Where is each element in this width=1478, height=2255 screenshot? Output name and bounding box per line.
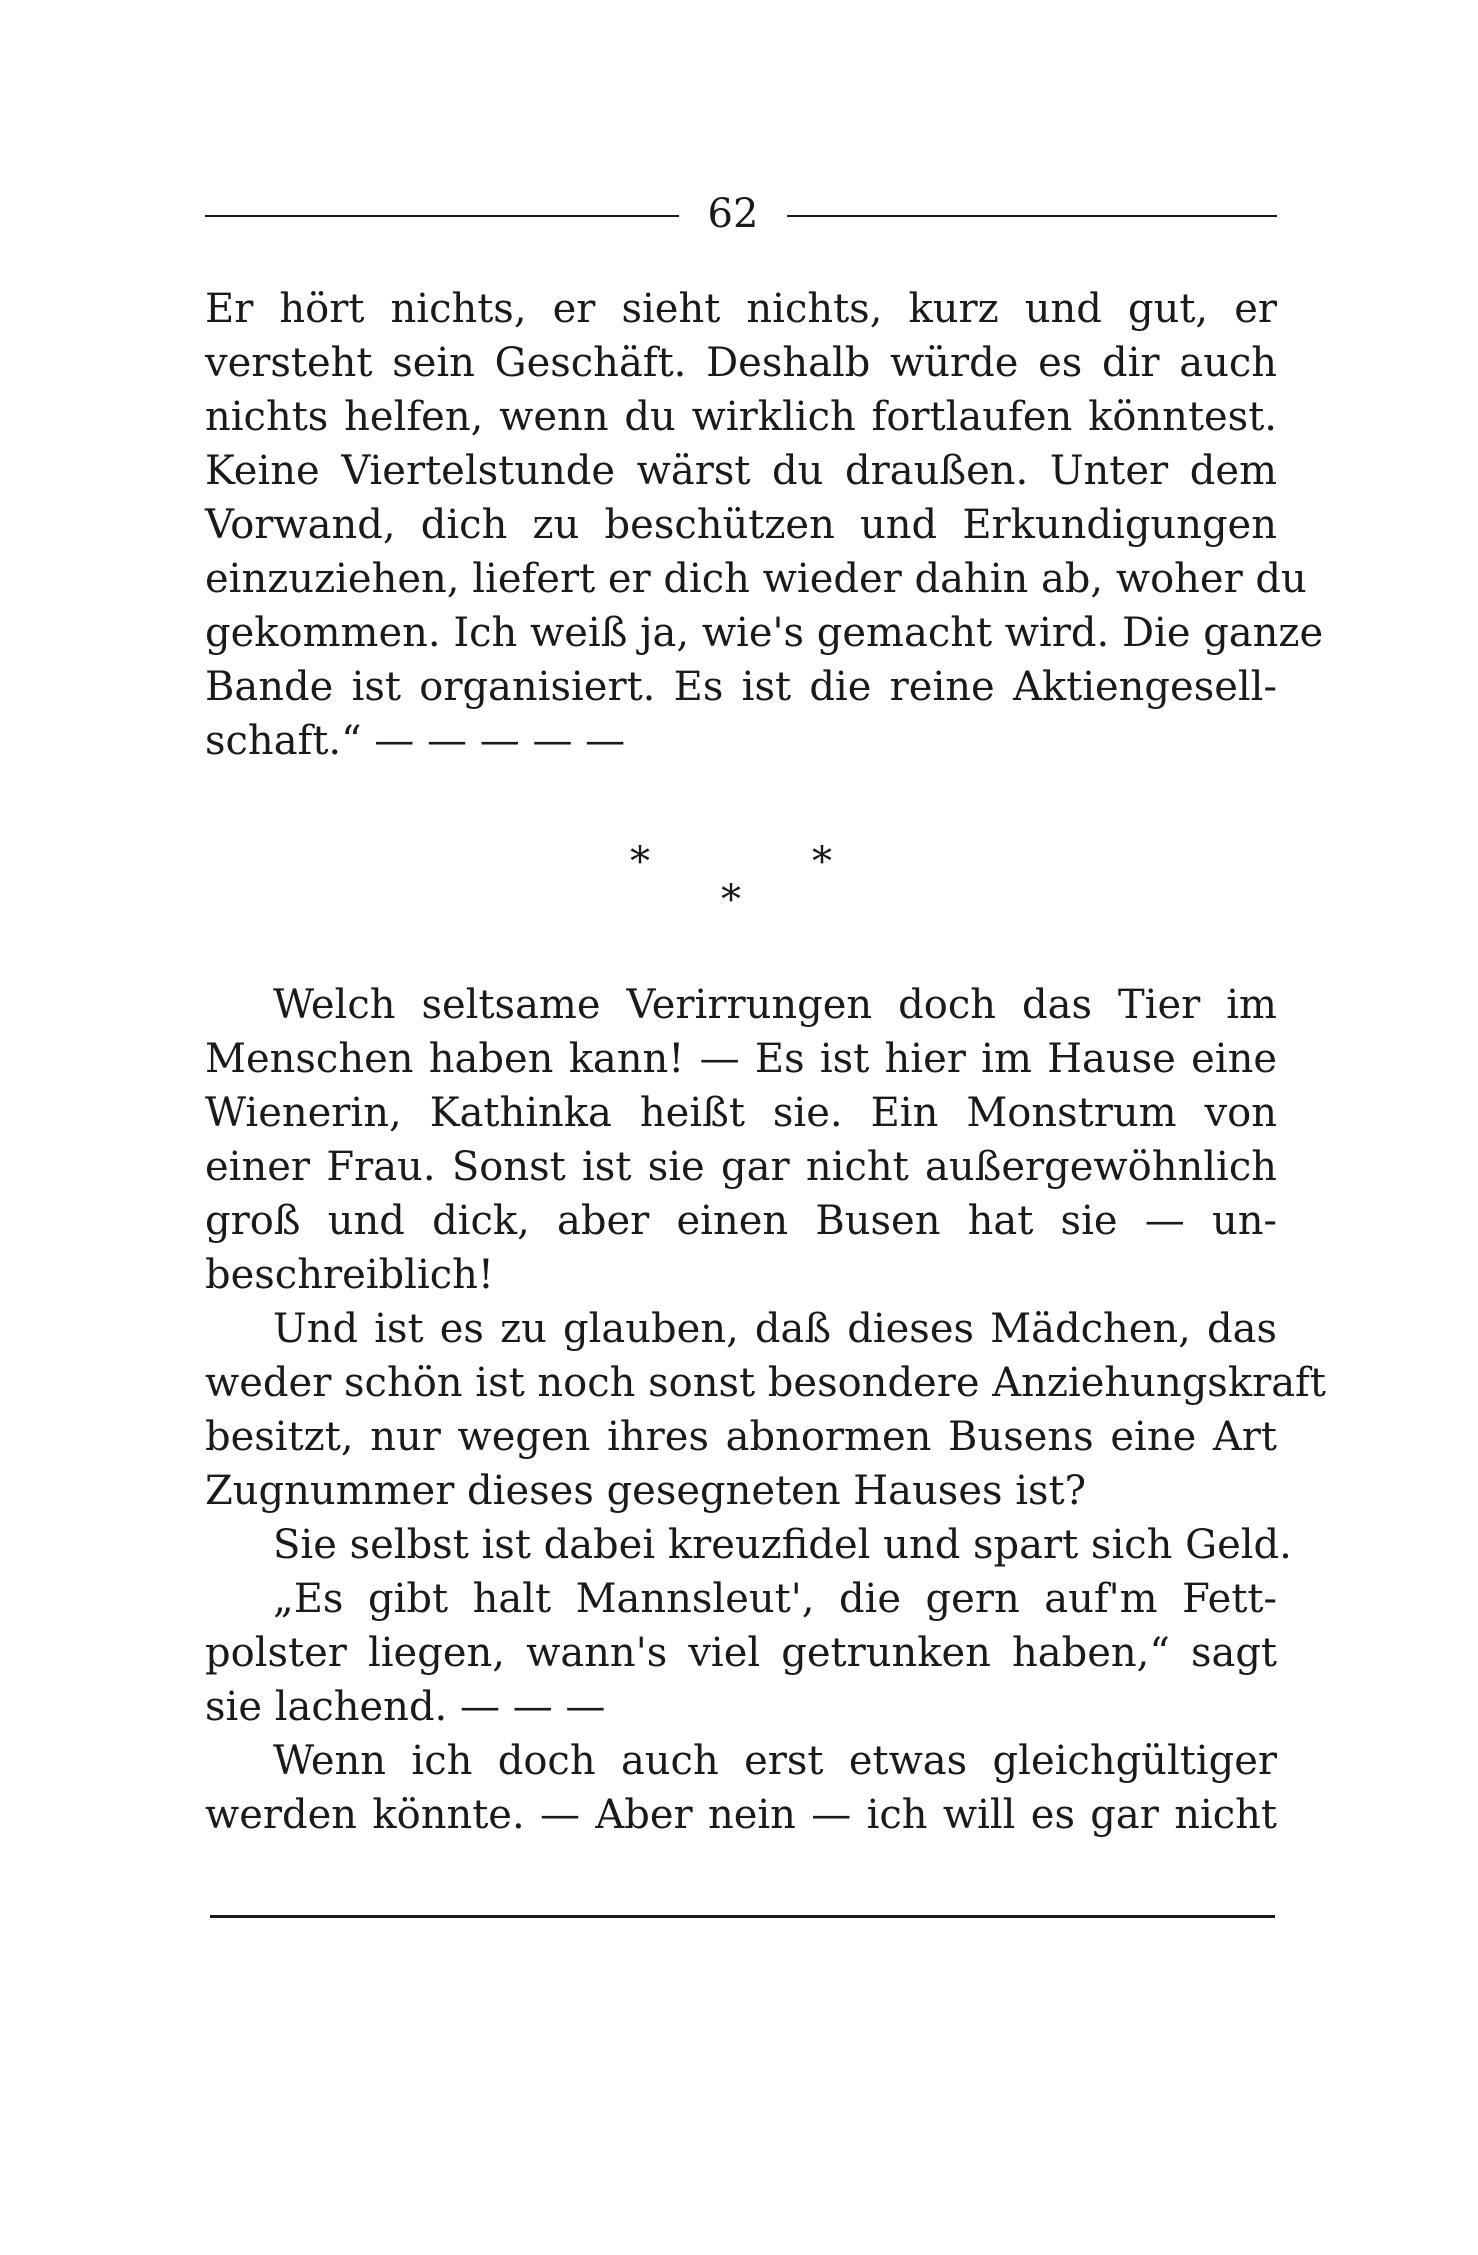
text-line: Sie selbst ist dabei kreuzfidel und spart sich Geld. <box>273 1522 1292 1568</box>
text-line: Wienerin, Kathinka heißt sie. Ein Monstrum von <box>205 1090 1277 1136</box>
text-line: gekommen. Ich weiß ja, wie's gemacht wird. Die ganze <box>205 610 1324 656</box>
text-line: „Es gibt halt Mannsleut', die gern auf'm Fett- <box>273 1576 1277 1622</box>
text-line: werden könnte. — Aber nein — ich will es gar nicht <box>205 1792 1277 1838</box>
text-line: beschreiblich! <box>205 1252 494 1298</box>
text-line: weder schön ist noch sonst besondere Anziehungskraft <box>205 1360 1326 1406</box>
text-line: Welch seltsame Verirrungen doch das Tier im <box>273 982 1277 1028</box>
text-line: schaft.“ — — — — — <box>205 718 626 764</box>
section-break-asterism <box>600 830 860 923</box>
text-line: Menschen haben kann! — Es ist hier im Hause eine <box>205 1036 1277 1082</box>
text-line: groß und dick, aber einen Busen hat sie — un- <box>205 1198 1277 1244</box>
header-rule-right <box>787 215 1277 217</box>
paragraph-continued <box>205 282 1324 768</box>
text-line: polster liegen, wann's viel getrunken haben,“ sagt <box>205 1630 1277 1676</box>
page-number: 62 <box>707 191 759 237</box>
text-line: Er hört nichts, er sieht nichts, kurz und gut, er <box>205 286 1277 332</box>
asterisk: * <box>812 839 832 885</box>
text-line: versteht sein Geschäft. Deshalb würde es dir auch <box>205 340 1277 386</box>
text-line: nichts helfen, wenn du wirklich fortlaufen könntest. <box>205 394 1277 440</box>
header-rule-left <box>205 215 679 217</box>
text-line: Zugnummer dieses gesegneten Hauses ist? <box>205 1468 1087 1514</box>
text-line: Keine Viertelstunde wärst du draußen. Unter dem <box>205 448 1277 494</box>
asterisk: * <box>721 877 741 923</box>
asterisk: * <box>630 839 650 885</box>
section-body <box>205 978 1326 1842</box>
text-line: sie lachend. — — — <box>205 1684 606 1730</box>
text-line: besitzt, nur wegen ihres abnormen Busens eine Art <box>205 1414 1277 1460</box>
text-line: Vorwand, dich zu beschützen und Erkundigungen <box>205 502 1277 548</box>
text-line: Wenn ich doch auch erst etwas gleichgültiger <box>273 1738 1277 1784</box>
text-line: Bande ist organisiert. Es ist die reine Aktiengesell- <box>205 664 1277 710</box>
text-line: einer Frau. Sonst ist sie gar nicht außergewöhnlich <box>205 1144 1277 1190</box>
page-header <box>205 186 1277 242</box>
footer-rule <box>210 1915 1275 1918</box>
text-line: einzuziehen, liefert er dich wieder dahin ab, woher du <box>205 556 1307 602</box>
text-line: Und ist es zu glauben, daß dieses Mädchen, das <box>273 1306 1277 1352</box>
